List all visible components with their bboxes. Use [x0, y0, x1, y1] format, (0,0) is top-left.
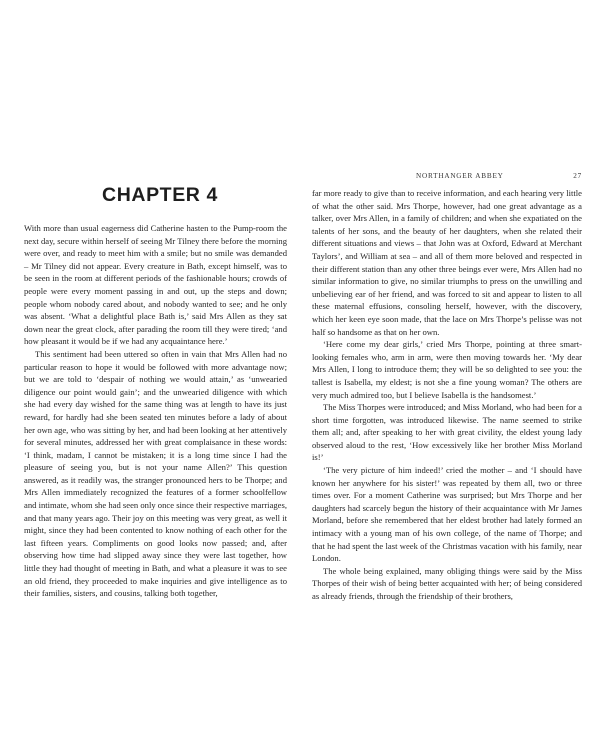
running-head-title: NORTHANGER ABBEY: [416, 172, 504, 180]
page-number: 27: [573, 172, 582, 180]
chapter-heading: CHAPTER 4: [102, 184, 218, 206]
paragraph: The Miss Thorpes were introduced; and Miss Morland, who had been for a short time forgotten, was introduced likewise. The name seemed to strike them all; and, after speaking to her with great civility, the eldest young lady observed aloud to the rest, ‘How excessively like her brother Miss Morland is!’: [312, 402, 582, 463]
paragraph: far more ready to give than to receive information, and each hearing very little of what the other said. Mrs Thorpe, however, had one great advantage as a talker, over Mrs Allen, in a family of children; and when she expatiated on the talents of her sons, and the beauty of her daughters, when she related their different situations and views – that John was at Oxford, Edward at Merchant Taylors’, and William at sea – and all of them more beloved and respected in their different station than any other three beings ever were, Mrs Allen had no similar information to give, no similar triumphs to press on the unwilling and unbelieving ear of her friend, and was forced to sit and appear to listen to all these maternal effusions, consoling herself, however, with the discovery, which her keen eye soon made, that the lace on Mrs Thorpe’s pelisse was not half so handsome as that on her own.: [312, 188, 582, 337]
right-page: [300, 0, 600, 750]
paragraph: ‘Here come my dear girls,’ cried Mrs Thorpe, pointing at three smart-looking females who, arm in arm, were then moving towards her. ‘My dear Mrs Allen, I long to introduce them; they will be so delighted to see you: the tallest is Isabella, my eldest; is not she a fine young woman? The others are very much admired too, but I believe Isabella is the handsomest.’: [312, 339, 582, 400]
paragraph: ‘The very picture of him indeed!’ cried the mother – and ‘I should have known her anywhere for his sister!’ was repeated by them all, two or three times over. For a moment Catherine was surprised; but Mrs Thorpe and her daughters had scarcely begun the history of their acquaintance with Mr James Morland, before she remembered that her eldest brother had lately formed an intimacy with a young man of his own college, of the name of Thorpe; and that he had spent the last week of the Christmas vacation with his family, near London.: [312, 465, 582, 564]
paragraph: This sentiment had been uttered so often in vain that Mrs Allen had no particular reason to hope it would be followed with more advantage now; but we are told to ‘despair of nothing we would attain,’ as ‘unwearied diligence our point would gain’; and the unwearied diligence with which she had every day wished for the same thing was at length to have its just reward, for hardly had she been seated ten minutes before a lady of about her own age, who was sitting by her, and had been looking at her attentively for several minutes, addressed her with great complaisance in these words: ‘I think, madam, I cannot be mistaken; it is a long time since I had the pleasure of seeing you, but is not your name Allen?’ This question answered, as it readily was, the stranger pronounced hers to be Thorpe; and Mrs Allen immediately recognized the features of a former schoolfellow and intimate, whom she had seen only once since their respective marriages, and that many years ago. Their joy on this meeting was very great, as well it might, since they had been contented to know nothing of each other for the last fifteen years. Compliments on good looks now passed; and, after observing how time had slipped away since they were last together, how little they had thought of meeting in Bath, and what a pleasure it was to see an old friend, they proceeded to make inquiries and give intelligence as to their families, sisters, and cousins, talking both together,: [24, 348, 287, 599]
paragraph: With more than usual eagerness did Catherine hasten to the Pump-room the next day, secure within herself of seeing Mr Tilney there before the morning were over, and ready to meet him with a smile; but no smile was demanded – Mr Tilney did not appear. Every creature in Bath, except himself, was to be seen in the room at different periods of the fashionable hours; crowds of people were every moment passing in and out, up the steps and down; people whom nobody cared about, and nobody wanted to see; and he only was absent. ‘What a delightful place Bath is,’ said Mrs Allen as they sat down near the great clock, after parading the room till they were tired; ‘and how pleasant it would be if we had any acquaintance here.’: [24, 223, 287, 347]
left-page-text: [24, 222, 287, 600]
right-page-text: [312, 187, 582, 603]
paragraph: The whole being explained, many obliging things were said by the Miss Thorpes of their wish of being better acquainted with her; of being considered as already friends, through the friendship of their brothers,: [312, 565, 582, 601]
